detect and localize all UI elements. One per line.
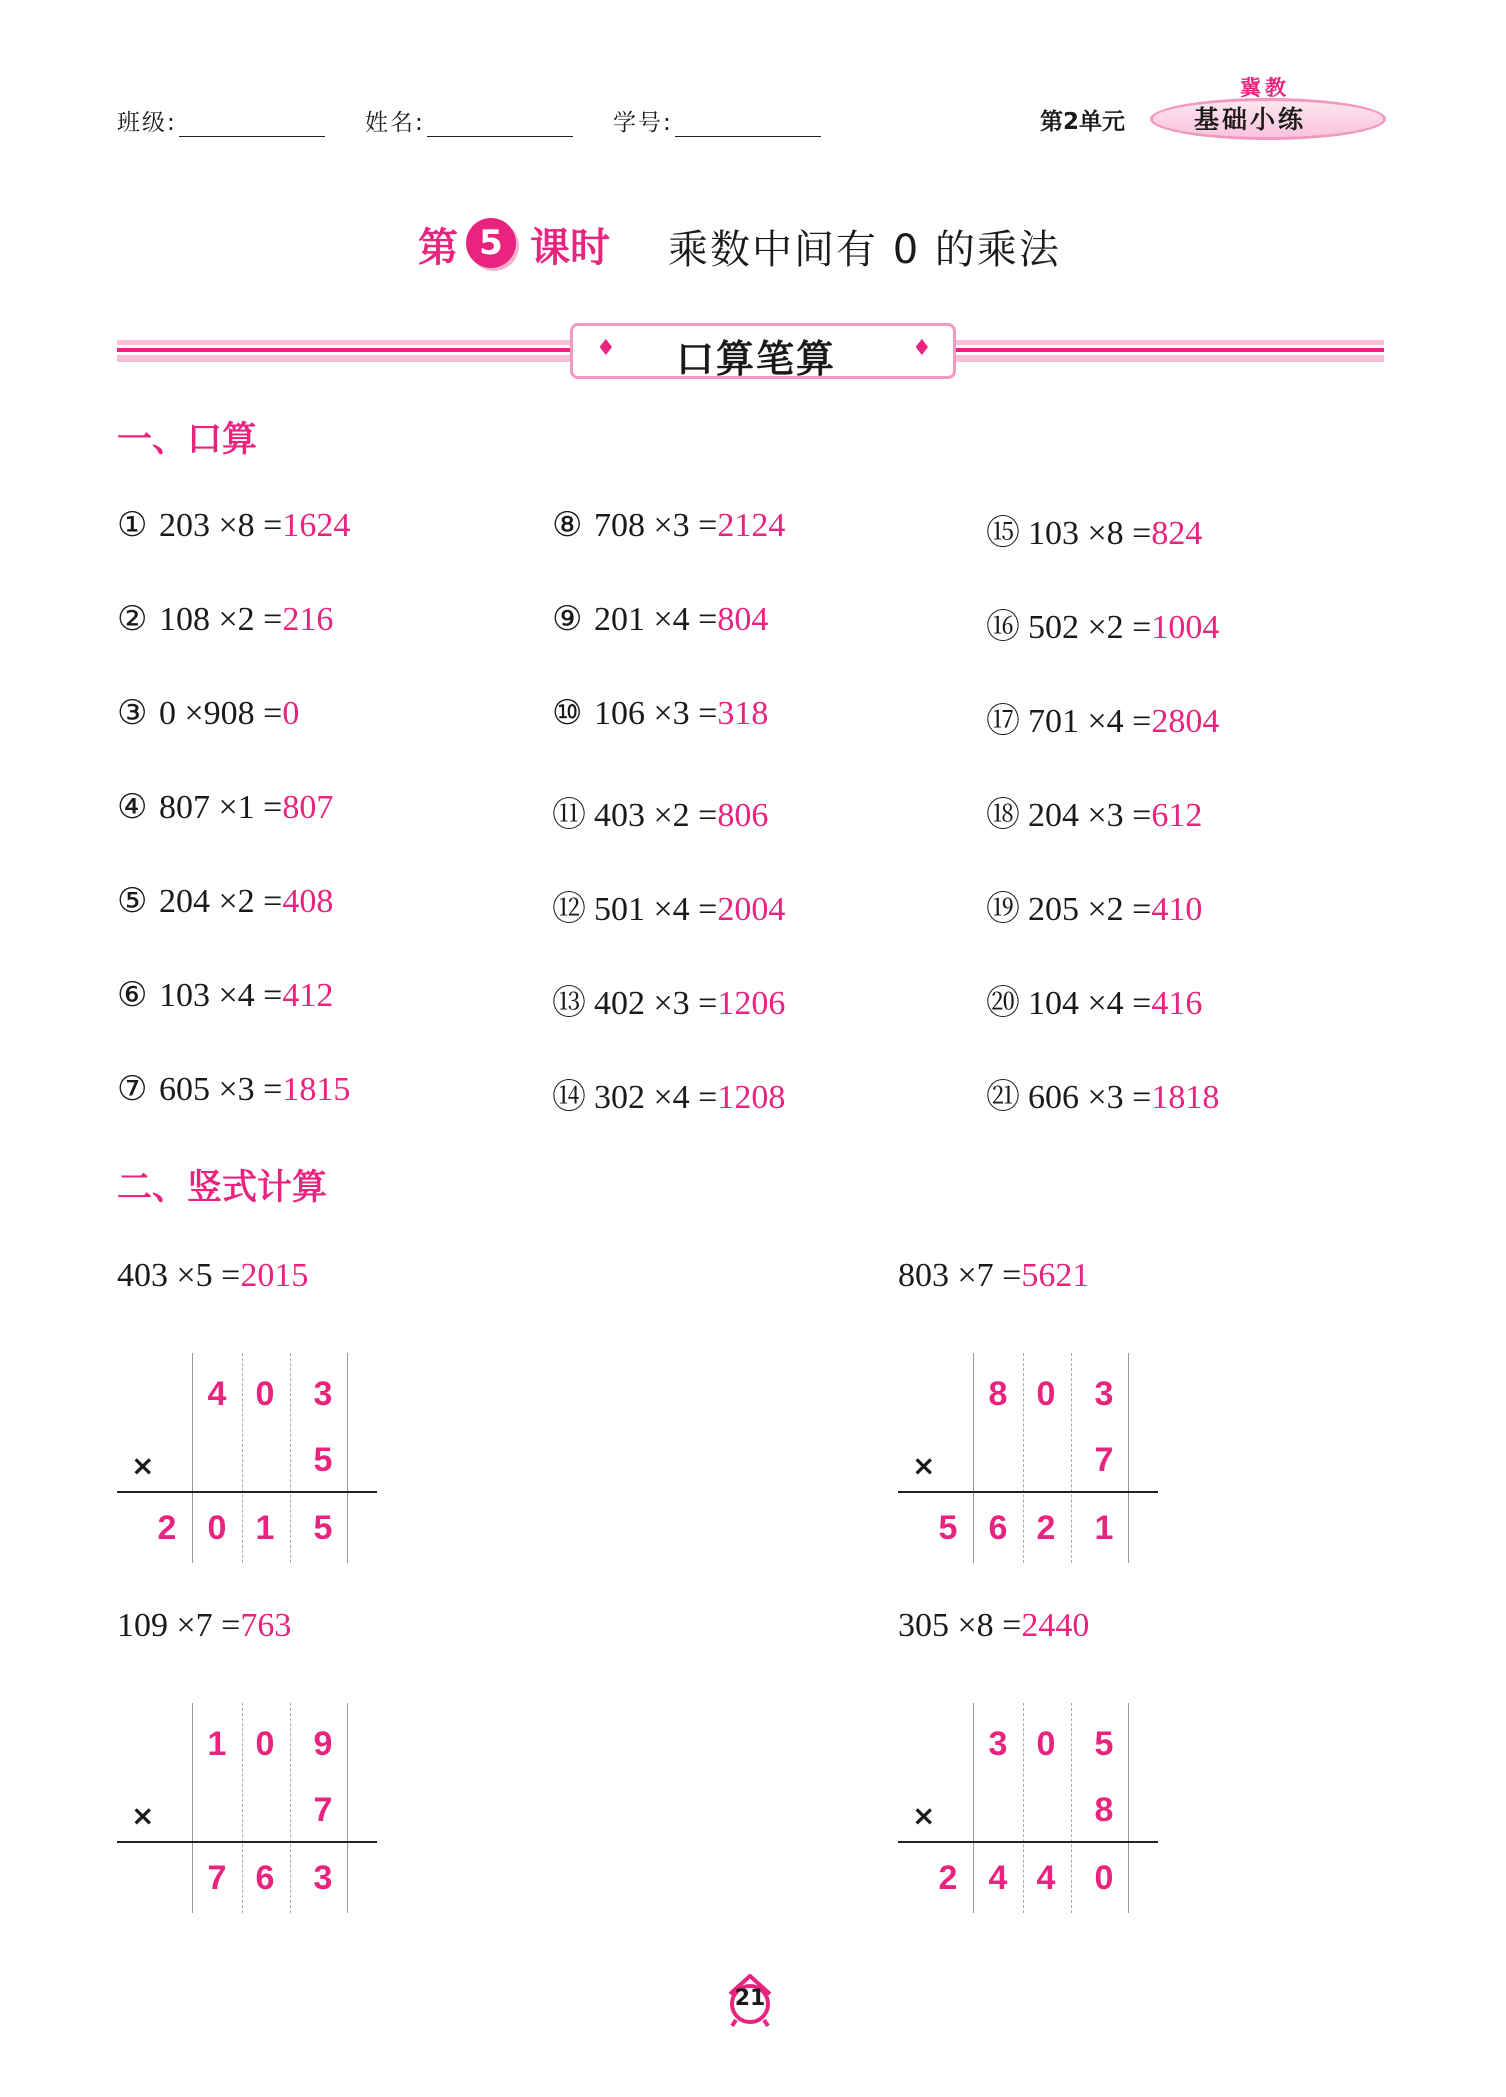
problem-number: ⑤ bbox=[117, 883, 148, 920]
problem-expression: 606 ×3 = bbox=[1028, 1079, 1152, 1116]
problem-answer[interactable]: 804 bbox=[717, 601, 769, 638]
problem-expression: 109 ×7 = bbox=[117, 1607, 241, 1644]
oral-problem bbox=[117, 975, 333, 1015]
times-sign: × bbox=[912, 1799, 936, 1832]
problem-answer[interactable]: 412 bbox=[282, 977, 334, 1014]
problem-expression: 501 ×4 = bbox=[594, 891, 718, 928]
product-digit[interactable]: 6 bbox=[988, 1509, 1008, 1547]
oral-problem bbox=[117, 599, 333, 639]
lesson-prefix: 第 bbox=[418, 225, 458, 271]
diamond-icon: ♦ bbox=[596, 336, 616, 361]
column-line bbox=[1071, 1353, 1072, 1563]
times-sign: × bbox=[131, 1799, 155, 1832]
brand-publisher: 冀教 bbox=[1240, 76, 1290, 100]
multiplicand-digit: 0 bbox=[255, 1375, 275, 1413]
page-number: 21 bbox=[734, 1986, 766, 2011]
problem-expression: 204 ×2 = bbox=[159, 883, 283, 920]
product-digit[interactable]: 1 bbox=[255, 1509, 275, 1547]
problem-expression: 104 ×4 = bbox=[1028, 985, 1152, 1022]
problem-number: ⑱ bbox=[986, 797, 1020, 834]
problem-expression: 103 ×8 = bbox=[1028, 515, 1152, 552]
lesson-number-badge: 5 bbox=[466, 218, 516, 268]
problem-answer[interactable]: 2124 bbox=[717, 507, 786, 544]
problem-answer[interactable]: 1206 bbox=[717, 985, 786, 1022]
problem-number: ④ bbox=[117, 789, 148, 826]
vertical-problem-equation bbox=[117, 1257, 308, 1295]
oral-problem bbox=[986, 599, 1219, 648]
problem-number: ① bbox=[117, 507, 148, 544]
problem-expression: 502 ×2 = bbox=[1028, 609, 1152, 646]
problem-answer[interactable]: 807 bbox=[282, 789, 334, 826]
oral-problem bbox=[552, 787, 768, 836]
result-line bbox=[898, 1841, 1158, 1843]
multiplicand-digit: 5 bbox=[1094, 1725, 1114, 1763]
oral-problem bbox=[552, 881, 785, 930]
banner-band-left bbox=[117, 340, 572, 362]
problem-expression: 204 ×3 = bbox=[1028, 797, 1152, 834]
column-line bbox=[290, 1353, 291, 1563]
oral-problem bbox=[986, 975, 1202, 1024]
multiplier-digit: 8 bbox=[1094, 1791, 1114, 1829]
column-line bbox=[973, 1353, 974, 1563]
result-line bbox=[117, 1491, 377, 1493]
product-digit[interactable]: 2 bbox=[938, 1859, 958, 1897]
problem-expression: 0 ×908 = bbox=[159, 695, 283, 732]
problem-expression: 106 ×3 = bbox=[594, 695, 718, 732]
product-digit[interactable]: 1 bbox=[1094, 1509, 1114, 1547]
problem-answer[interactable]: 612 bbox=[1151, 797, 1203, 834]
vertical-calculation bbox=[117, 1703, 377, 1913]
oral-problem bbox=[117, 1069, 350, 1109]
class-blank[interactable] bbox=[179, 111, 325, 137]
result-line bbox=[898, 1491, 1158, 1493]
problem-expression: 201 ×4 = bbox=[594, 601, 718, 638]
problem-number: ⑪ bbox=[552, 797, 586, 834]
oral-problem bbox=[117, 505, 350, 545]
column-line bbox=[973, 1703, 974, 1913]
oral-problem bbox=[117, 693, 299, 733]
problem-expression: 701 ×4 = bbox=[1028, 703, 1152, 740]
problem-answer[interactable]: 1815 bbox=[282, 1071, 351, 1108]
vertical-problem-equation bbox=[117, 1607, 291, 1645]
column-line bbox=[192, 1353, 193, 1563]
problem-answer[interactable]: 0 bbox=[282, 695, 300, 732]
problem-number: ㉑ bbox=[986, 1079, 1020, 1116]
problem-number: ⑯ bbox=[986, 609, 1020, 646]
oral-problem bbox=[117, 881, 333, 921]
product-digit[interactable]: 4 bbox=[988, 1859, 1008, 1897]
problem-expression: 402 ×3 = bbox=[594, 985, 718, 1022]
product-digit[interactable]: 7 bbox=[207, 1859, 227, 1897]
problem-answer[interactable]: 1004 bbox=[1151, 609, 1220, 646]
vertical-calculation bbox=[898, 1353, 1158, 1563]
problem-expression: 203 ×8 = bbox=[159, 507, 283, 544]
multiplier-digit: 5 bbox=[313, 1441, 333, 1479]
problem-number: ⑰ bbox=[986, 703, 1020, 740]
oral-problem bbox=[986, 787, 1202, 836]
problem-expression: 803 ×7 = bbox=[898, 1257, 1022, 1294]
problem-number: ⑦ bbox=[117, 1071, 148, 1108]
multiplicand-digit: 0 bbox=[1036, 1725, 1056, 1763]
column-line bbox=[347, 1353, 348, 1563]
multiplicand-digit: 0 bbox=[1036, 1375, 1056, 1413]
problem-expression: 807 ×1 = bbox=[159, 789, 283, 826]
product-digit[interactable]: 4 bbox=[1036, 1859, 1056, 1897]
oral-problem bbox=[117, 787, 333, 827]
problem-answer[interactable]: 410 bbox=[1151, 891, 1203, 928]
banner-title: 口算笔算 bbox=[676, 337, 837, 381]
problem-number: ⑲ bbox=[986, 891, 1020, 928]
problem-expression: 605 ×3 = bbox=[159, 1071, 283, 1108]
oral-problem bbox=[552, 599, 768, 639]
problem-number: ② bbox=[117, 601, 148, 638]
problem-answer[interactable]: 408 bbox=[282, 883, 334, 920]
name-label: 姓名: bbox=[365, 110, 425, 136]
multiplicand-digit: 0 bbox=[255, 1725, 275, 1763]
multiplicand-digit: 1 bbox=[207, 1725, 227, 1763]
problem-expression: 205 ×2 = bbox=[1028, 891, 1152, 928]
problem-number: ⑳ bbox=[986, 985, 1020, 1022]
product-digit[interactable]: 0 bbox=[1094, 1859, 1114, 1897]
problem-answer[interactable]: 5621 bbox=[1021, 1257, 1090, 1294]
oral-problem bbox=[552, 693, 768, 733]
problem-answer[interactable]: 1624 bbox=[282, 507, 351, 544]
problem-number: ⑭ bbox=[552, 1079, 586, 1116]
problem-number: ⑩ bbox=[552, 695, 583, 732]
problem-answer[interactable]: 2804 bbox=[1151, 703, 1220, 740]
vertical-calculation bbox=[117, 1353, 377, 1563]
multiplicand-digit: 4 bbox=[207, 1375, 227, 1413]
brand-series: 基础小练 bbox=[1194, 105, 1307, 134]
column-line bbox=[347, 1703, 348, 1913]
oral-problem bbox=[986, 881, 1202, 930]
problem-expression: 403 ×5 = bbox=[117, 1257, 241, 1294]
problem-number: ⑬ bbox=[552, 985, 586, 1022]
multiplicand-digit: 8 bbox=[988, 1375, 1008, 1413]
column-line bbox=[290, 1703, 291, 1913]
product-digit[interactable]: 5 bbox=[313, 1509, 333, 1547]
problem-answer[interactable]: 2015 bbox=[240, 1257, 309, 1294]
multiplicand-digit: 3 bbox=[313, 1375, 333, 1413]
unit-label: 第2单元 bbox=[1040, 109, 1126, 135]
problem-answer[interactable]: 216 bbox=[282, 601, 334, 638]
lesson-suffix: 课时 bbox=[530, 225, 610, 271]
id-label: 学号: bbox=[613, 110, 673, 136]
product-digit[interactable]: 6 bbox=[255, 1859, 275, 1897]
times-sign: × bbox=[912, 1449, 936, 1482]
class-field bbox=[117, 104, 325, 137]
problem-expression: 403 ×2 = bbox=[594, 797, 718, 834]
class-label: 班级: bbox=[117, 110, 177, 136]
multiplicand-digit: 3 bbox=[988, 1725, 1008, 1763]
section-title-vertical: 二、竖式计算 bbox=[117, 1168, 328, 1208]
problem-answer[interactable]: 824 bbox=[1151, 515, 1203, 552]
problem-number: ⑨ bbox=[552, 601, 583, 638]
problem-number: ③ bbox=[117, 695, 148, 732]
times-sign: × bbox=[131, 1449, 155, 1482]
problem-answer[interactable]: 806 bbox=[717, 797, 769, 834]
problem-expression: 108 ×2 = bbox=[159, 601, 283, 638]
problem-expression: 305 ×8 = bbox=[898, 1607, 1022, 1644]
multiplier-digit: 7 bbox=[313, 1791, 333, 1829]
diamond-icon: ♦ bbox=[912, 336, 932, 361]
product-digit[interactable]: 2 bbox=[157, 1509, 177, 1547]
oral-problem bbox=[552, 975, 785, 1024]
oral-problem bbox=[986, 1069, 1219, 1118]
problem-answer[interactable]: 416 bbox=[1151, 985, 1203, 1022]
oral-problem bbox=[986, 505, 1202, 554]
product-digit[interactable]: 0 bbox=[207, 1509, 227, 1547]
problem-number: ⑥ bbox=[117, 977, 148, 1014]
page-title: 乘数中间有 0 的乘法 bbox=[668, 227, 1061, 273]
problem-expression: 302 ×4 = bbox=[594, 1079, 718, 1116]
name-field bbox=[365, 104, 573, 137]
vertical-problem-equation bbox=[898, 1607, 1089, 1645]
problem-answer[interactable]: 2004 bbox=[717, 891, 786, 928]
column-line bbox=[1071, 1703, 1072, 1913]
product-digit[interactable]: 2 bbox=[1036, 1509, 1056, 1547]
problem-answer[interactable]: 763 bbox=[240, 1607, 292, 1644]
column-line bbox=[1128, 1353, 1129, 1563]
multiplier-digit: 7 bbox=[1094, 1441, 1114, 1479]
problem-number: ⑧ bbox=[552, 507, 583, 544]
banner-band-right bbox=[954, 340, 1384, 362]
problem-number: ⑮ bbox=[986, 515, 1020, 552]
problem-number: ⑫ bbox=[552, 891, 586, 928]
multiplicand-digit: 3 bbox=[1094, 1375, 1114, 1413]
oral-problem bbox=[986, 693, 1219, 742]
vertical-problem-equation bbox=[898, 1257, 1089, 1295]
column-line bbox=[1128, 1703, 1129, 1913]
vertical-calculation bbox=[898, 1703, 1158, 1913]
name-blank[interactable] bbox=[427, 111, 573, 137]
problem-expression: 708 ×3 = bbox=[594, 507, 718, 544]
problem-answer[interactable]: 1818 bbox=[1151, 1079, 1220, 1116]
problem-answer[interactable]: 2440 bbox=[1021, 1607, 1090, 1644]
problem-answer[interactable]: 318 bbox=[717, 695, 769, 732]
problem-answer[interactable]: 1208 bbox=[717, 1079, 786, 1116]
problem-expression: 103 ×4 = bbox=[159, 977, 283, 1014]
product-digit[interactable]: 5 bbox=[938, 1509, 958, 1547]
oral-problem bbox=[552, 505, 785, 545]
column-line bbox=[192, 1703, 193, 1913]
id-blank[interactable] bbox=[675, 111, 821, 137]
student-id-field bbox=[613, 104, 821, 137]
oral-problem bbox=[552, 1069, 785, 1118]
section-title-oral: 一、口算 bbox=[117, 420, 258, 460]
result-line bbox=[117, 1841, 377, 1843]
product-digit[interactable]: 3 bbox=[313, 1859, 333, 1897]
multiplicand-digit: 9 bbox=[313, 1725, 333, 1763]
